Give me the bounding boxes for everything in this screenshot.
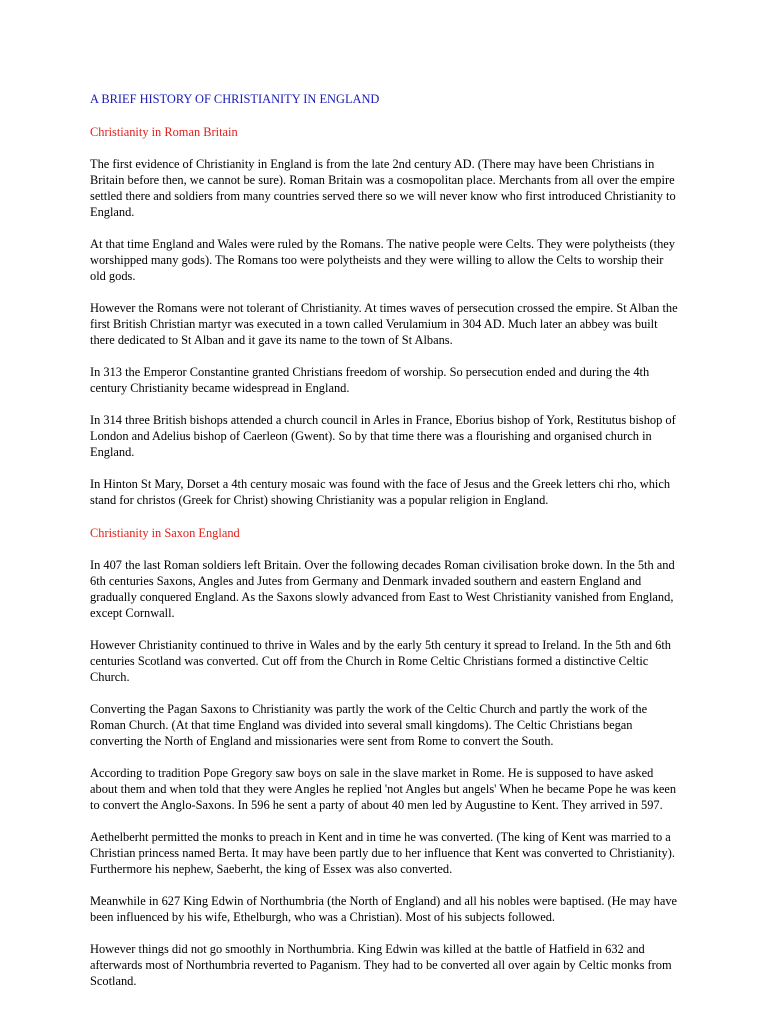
paragraph: According to tradition Pope Gregory saw boys on sale in the slave market in Rome. He is supposed to have asked about them and when told that they were Angles he replied 'not Angles but angels' When he became Pope he was keen to convert the Anglo-Saxons. In 596 he sent a party of about 40 men led by Augustine to Kent. They arrived in 597. — [90, 766, 677, 812]
paragraph: However the Romans were not tolerant of Christianity. At times waves of persecution crossed the empire. St Alban the first British Christian martyr was executed in a town called Verulamium in 304 AD. Much later an abbey was built there dedicated to St Alban and it gave its name to the town of St Albans. — [90, 301, 678, 347]
document-title: A BRIEF HISTORY OF CHRISTIANITY IN ENGLAND — [90, 92, 380, 106]
section-heading: Christianity in Saxon England — [90, 526, 240, 540]
paragraph: In 314 three British bishops attended a church council in Arles in France, Eborius bishop of York, Restitutus bishop of London and Adelius bishop of Caerleon (Gwent). So by that time there was a flourishing and organised church in England. — [90, 413, 676, 459]
paragraph: Converting the Pagan Saxons to Christianity was partly the work of the Celtic Church and partly the work of the Roman Church. (At that time England was divided into several small kingdoms). The Celtic Christians began converting the North of England and missionaries were sent from Rome to convert the South. — [90, 702, 648, 748]
paragraph: At that time England and Wales were ruled by the Romans. The native people were Celts. They were polytheists (they worshipped many gods). The Romans too were polytheists and they were willing to allow the Celts to worship their old gods. — [90, 237, 675, 283]
paragraph: Meanwhile in 627 King Edwin of Northumbria (the North of England) and all his nobles were baptised. (He may have been influenced by his wife, Ethelburgh, who was a Christian). Most of his subjects followed. — [90, 894, 678, 924]
paragraph: In Hinton St Mary, Dorset a 4th century mosaic was found with the face of Jesus and the Greek letters chi rho, which stand for christos (Greek for Christ) showing Christianity was a popular religion in England. — [90, 477, 671, 507]
paragraph: In 313 the Emperor Constantine granted Christians freedom of worship. So persecution ended and during the 4th century Christianity became widespread in England. — [90, 365, 650, 395]
document-page — [90, 91, 680, 1005]
section-saxon-england — [90, 525, 680, 989]
paragraph: Aethelberht permitted the monks to preach in Kent and in time he was converted. (The king of Kent was married to a Christian princess named Berta. It may have been partly due to her influence that Kent was converted to Christianity). Furthermore his nephew, Saeberht, the king of Essex was also converted. — [90, 830, 675, 876]
paragraph: However things did not go smoothly in Northumbria. King Edwin was killed at the battle of Hatfield in 632 and afterwards most of Northumbria reverted to Paganism. They had to be converted all over again by Celtic monks from Scotland. — [90, 942, 672, 988]
paragraph: In 407 the last Roman soldiers left Britain. Over the following decades Roman civilisation broke down. In the 5th and 6th centuries Saxons, Angles and Jutes from Germany and Denmark invaded southern and eastern England and gradually conquered England. As the Saxons slowly advanced from East to West Christianity vanished from England, except Cornwall. — [90, 558, 675, 620]
paragraph: However Christianity continued to thrive in Wales and by the early 5th century it spread to Ireland. In the 5th and 6th centuries Scotland was converted. Cut off from the Church in Rome Celtic Christians formed a distinctive Celtic Church. — [90, 638, 671, 684]
section-heading: Christianity in Roman Britain — [90, 125, 238, 139]
section-roman-britain — [90, 124, 680, 508]
paragraph: The first evidence of Christianity in England is from the late 2nd century AD. (There may have been Christians in Britain before then, we cannot be sure). Roman Britain was a cosmopolitan place. Merchants from all over the empire settled there and soldiers from many countries served there so we will never know who first introduced Christianity to England. — [90, 157, 676, 219]
